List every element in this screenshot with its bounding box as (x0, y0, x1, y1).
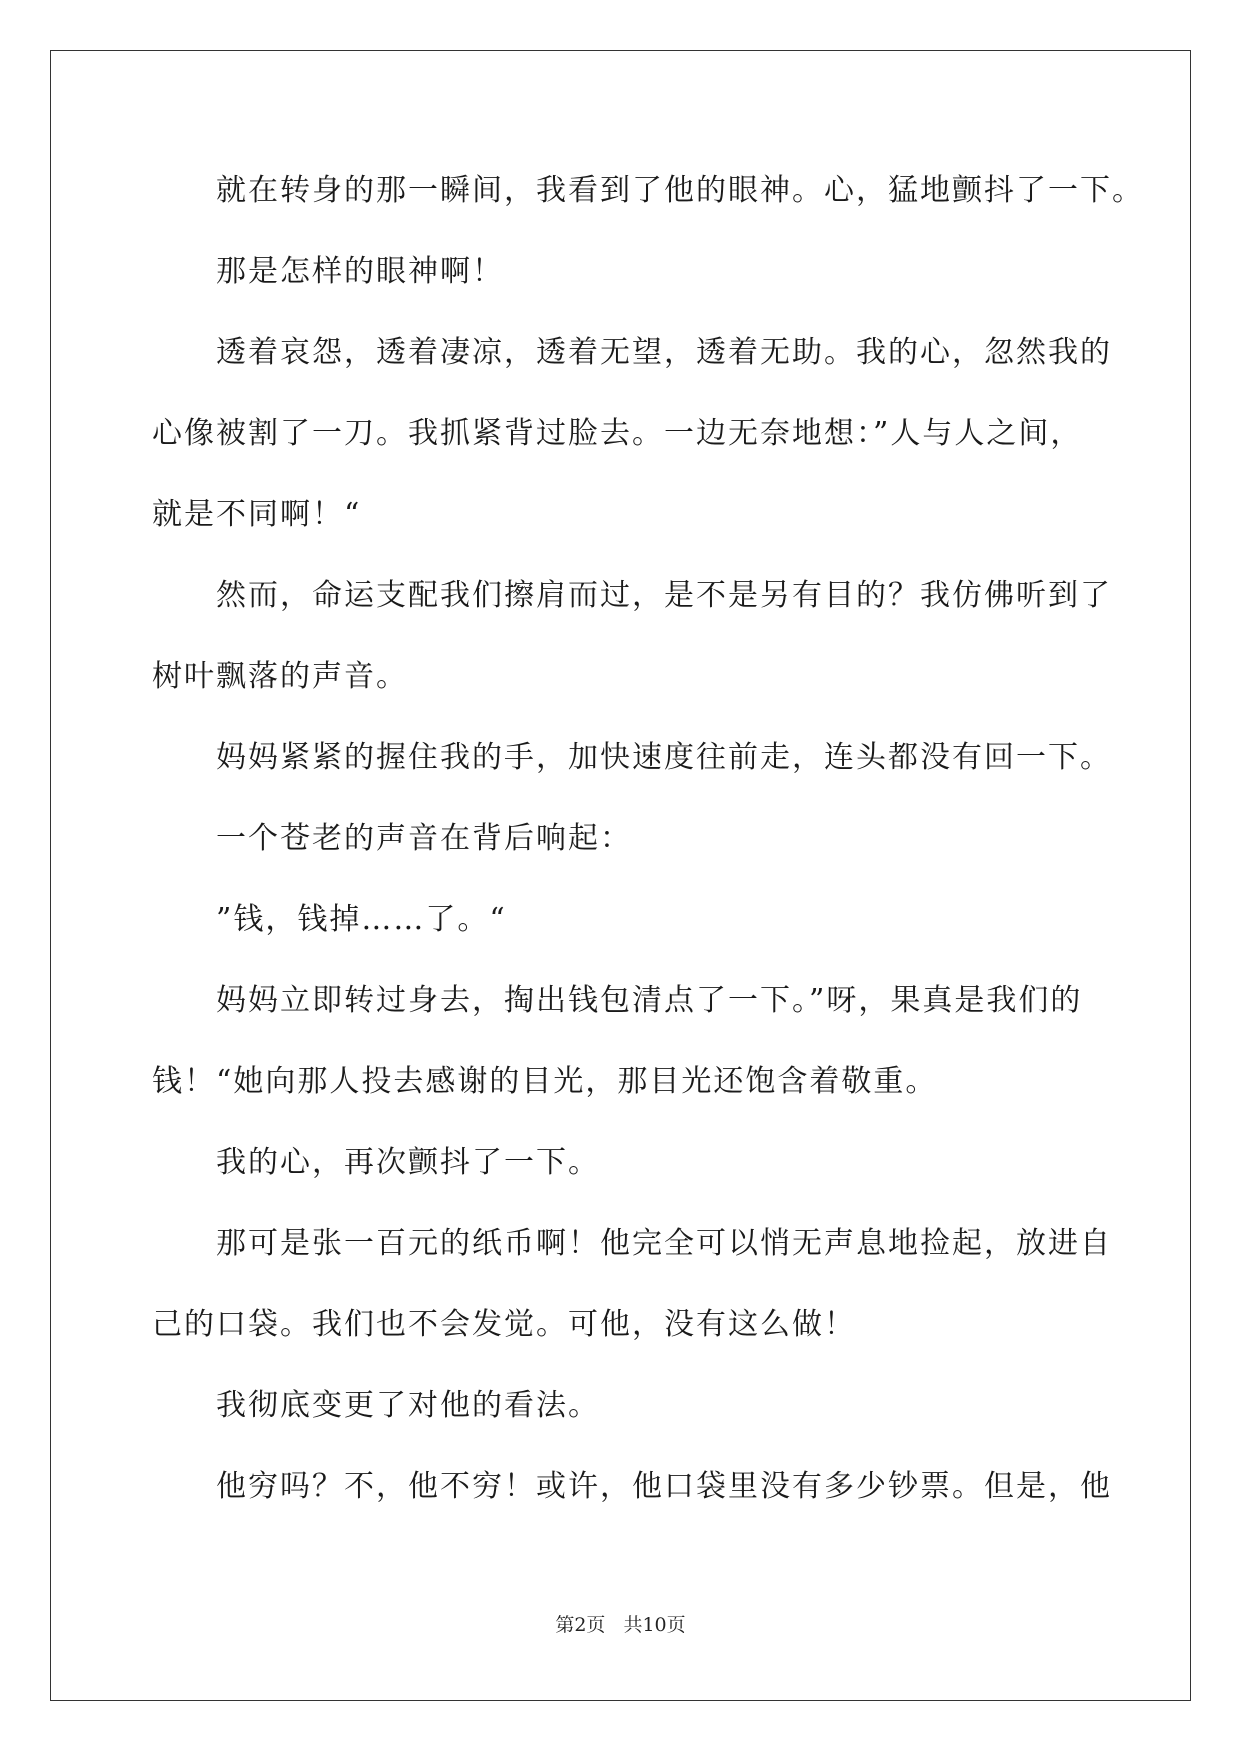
paragraph-line: 钱！“她向那人投去感谢的目光，那目光还饱含着敬重。 (152, 1064, 938, 1099)
paragraph-line: 树叶飘落的声音。 (152, 659, 408, 694)
page-footer (0, 1610, 1241, 1637)
document-body (152, 158, 1144, 1535)
paragraph-line: 一个苍老的声音在背后响起： (216, 821, 632, 856)
paragraph-line: 己的口袋。我们也不会发觉。可他，没有这么做！ (152, 1307, 856, 1342)
paragraph-line: 那是怎样的眼神啊！ (216, 254, 504, 289)
paragraph-line: 我彻底变更了对他的看法。 (216, 1388, 600, 1423)
page-total: 共10页 (623, 1614, 686, 1636)
paragraph-line: 心像被割了一刀。我抓紧背过脸去。一边无奈地想：”人与人之间， (152, 416, 1083, 451)
paragraph-line: ”钱，钱掉……了。“ (216, 902, 507, 937)
paragraph-line: 就是不同啊！“ (152, 497, 362, 532)
paragraph-line: 他穷吗？不，他不穷！或许，他口袋里没有多少钞票。但是，他 (216, 1469, 1112, 1504)
paragraph-line: 透着哀怨，透着凄凉，透着无望，透着无助。我的心，忽然我的 (216, 335, 1112, 370)
paragraph-line: 然而，命运支配我们擦肩而过，是不是另有目的？我仿佛听到了 (216, 578, 1112, 613)
paragraph-line: 妈妈立即转过身去，掏出钱包清点了一下。”呀，果真是我们的 (216, 983, 1083, 1018)
page-number: 第2页 (555, 1614, 606, 1636)
paragraph-line: 就在转身的那一瞬间，我看到了他的眼神。心，猛地颤抖了一下。 (216, 173, 1144, 208)
paragraph-line: 妈妈紧紧的握住我的手，加快速度往前走，连头都没有回一下。 (216, 740, 1112, 775)
paragraph-line: 我的心，再次颤抖了一下。 (216, 1145, 600, 1180)
paragraph-line: 那可是张一百元的纸币啊！他完全可以悄无声息地捡起，放进自 (216, 1226, 1112, 1261)
